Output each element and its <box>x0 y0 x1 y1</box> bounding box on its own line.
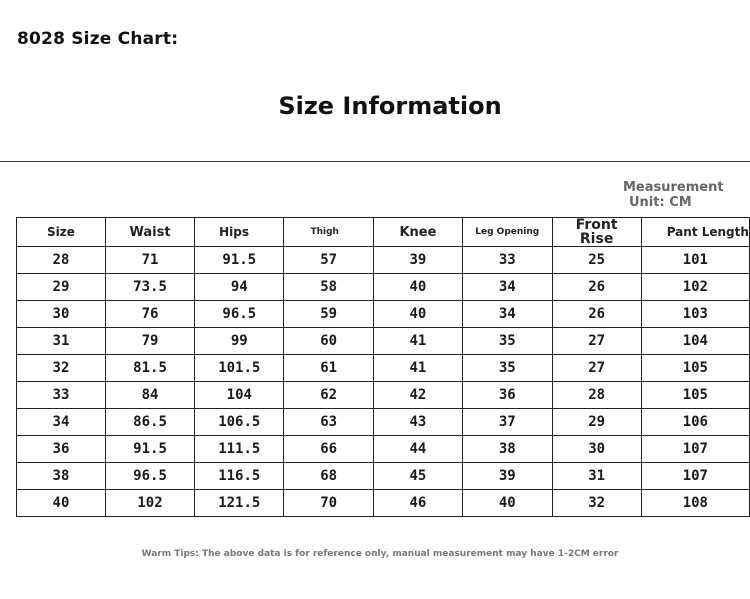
cell-hips: 106.5 <box>195 409 284 436</box>
cell-pant-length: 101 <box>641 247 749 274</box>
header-front-rise: Front Rise <box>552 218 641 247</box>
warm-tips-note: Warm Tips: The above data is for reference only, manual measurement may have 1-2CM error <box>141 549 619 559</box>
cell-hips: 99 <box>195 328 284 355</box>
header-size: Size <box>17 218 106 247</box>
cell-knee: 46 <box>373 490 462 517</box>
cell-front-rise: 27 <box>552 328 641 355</box>
cell-waist: 91.5 <box>105 436 194 463</box>
cell-hips: 121.5 <box>195 490 284 517</box>
header-leg-opening: Leg Opening <box>462 218 552 247</box>
table-row <box>17 436 750 463</box>
cell-hips: 104 <box>195 382 284 409</box>
unit-note-unit: Unit: CM <box>629 195 692 210</box>
cell-front-rise: 29 <box>552 409 641 436</box>
cell-hips: 116.5 <box>195 463 284 490</box>
cell-waist: 86.5 <box>105 409 194 436</box>
cell-leg-opening: 34 <box>462 274 552 301</box>
cell-knee: 41 <box>373 328 462 355</box>
cell-thigh: 66 <box>284 436 373 463</box>
cell-size: 34 <box>17 409 106 436</box>
cell-pant-length: 108 <box>641 490 749 517</box>
cell-thigh: 58 <box>284 274 373 301</box>
cell-pant-length: 107 <box>641 463 749 490</box>
cell-knee: 41 <box>373 355 462 382</box>
cell-knee: 43 <box>373 409 462 436</box>
cell-pant-length: 105 <box>641 355 749 382</box>
cell-hips: 101.5 <box>195 355 284 382</box>
cell-size: 36 <box>17 436 106 463</box>
cell-thigh: 68 <box>284 463 373 490</box>
header-knee: Knee <box>373 218 462 247</box>
cell-front-rise: 27 <box>552 355 641 382</box>
cell-thigh: 60 <box>284 328 373 355</box>
cell-size: 30 <box>17 301 106 328</box>
table-row <box>17 301 750 328</box>
cell-size: 38 <box>17 463 106 490</box>
unit-note-label: Measurement <box>623 180 724 195</box>
size-chart-title: 8028 Size Chart: <box>17 29 179 49</box>
table-row <box>17 490 750 517</box>
cell-waist: 79 <box>105 328 194 355</box>
cell-waist: 71 <box>105 247 194 274</box>
cell-waist: 73.5 <box>105 274 194 301</box>
table-row <box>17 355 750 382</box>
cell-hips: 96.5 <box>195 301 284 328</box>
cell-size: 28 <box>17 247 106 274</box>
page-title: Size Information <box>278 92 502 120</box>
cell-pant-length: 104 <box>641 328 749 355</box>
table-header-row <box>17 218 750 247</box>
cell-size: 29 <box>17 274 106 301</box>
cell-pant-length: 105 <box>641 382 749 409</box>
cell-pant-length: 106 <box>641 409 749 436</box>
table-row <box>17 247 750 274</box>
header-hips: Hips <box>195 218 284 247</box>
cell-knee: 39 <box>373 247 462 274</box>
header-waist: Waist <box>105 218 194 247</box>
cell-thigh: 70 <box>284 490 373 517</box>
cell-knee: 45 <box>373 463 462 490</box>
cell-front-rise: 30 <box>552 436 641 463</box>
cell-leg-opening: 34 <box>462 301 552 328</box>
cell-hips: 94 <box>195 274 284 301</box>
cell-waist: 81.5 <box>105 355 194 382</box>
cell-thigh: 62 <box>284 382 373 409</box>
table-row <box>17 463 750 490</box>
cell-knee: 40 <box>373 274 462 301</box>
cell-leg-opening: 39 <box>462 463 552 490</box>
table-row <box>17 274 750 301</box>
cell-front-rise: 26 <box>552 274 641 301</box>
cell-knee: 44 <box>373 436 462 463</box>
divider <box>0 161 750 162</box>
cell-leg-opening: 35 <box>462 355 552 382</box>
cell-front-rise: 32 <box>552 490 641 517</box>
cell-thigh: 63 <box>284 409 373 436</box>
cell-leg-opening: 40 <box>462 490 552 517</box>
header-pant-length: Pant Length <box>641 218 749 247</box>
cell-waist: 84 <box>105 382 194 409</box>
cell-leg-opening: 38 <box>462 436 552 463</box>
cell-pant-length: 103 <box>641 301 749 328</box>
cell-hips: 91.5 <box>195 247 284 274</box>
unit-note <box>623 180 724 210</box>
cell-front-rise: 26 <box>552 301 641 328</box>
cell-size: 31 <box>17 328 106 355</box>
cell-knee: 42 <box>373 382 462 409</box>
cell-front-rise: 28 <box>552 382 641 409</box>
cell-waist: 76 <box>105 301 194 328</box>
cell-size: 33 <box>17 382 106 409</box>
cell-front-rise: 25 <box>552 247 641 274</box>
cell-leg-opening: 37 <box>462 409 552 436</box>
cell-hips: 111.5 <box>195 436 284 463</box>
cell-knee: 40 <box>373 301 462 328</box>
cell-thigh: 57 <box>284 247 373 274</box>
cell-leg-opening: 35 <box>462 328 552 355</box>
cell-waist: 102 <box>105 490 194 517</box>
cell-front-rise: 31 <box>552 463 641 490</box>
cell-leg-opening: 36 <box>462 382 552 409</box>
table-row <box>17 328 750 355</box>
cell-pant-length: 107 <box>641 436 749 463</box>
header-thigh: Thigh <box>284 218 373 247</box>
cell-thigh: 61 <box>284 355 373 382</box>
cell-leg-opening: 33 <box>462 247 552 274</box>
table-row <box>17 409 750 436</box>
size-table <box>16 217 750 517</box>
cell-waist: 96.5 <box>105 463 194 490</box>
cell-thigh: 59 <box>284 301 373 328</box>
table-body <box>17 247 750 517</box>
cell-pant-length: 102 <box>641 274 749 301</box>
table-row <box>17 382 750 409</box>
cell-size: 32 <box>17 355 106 382</box>
cell-size: 40 <box>17 490 106 517</box>
